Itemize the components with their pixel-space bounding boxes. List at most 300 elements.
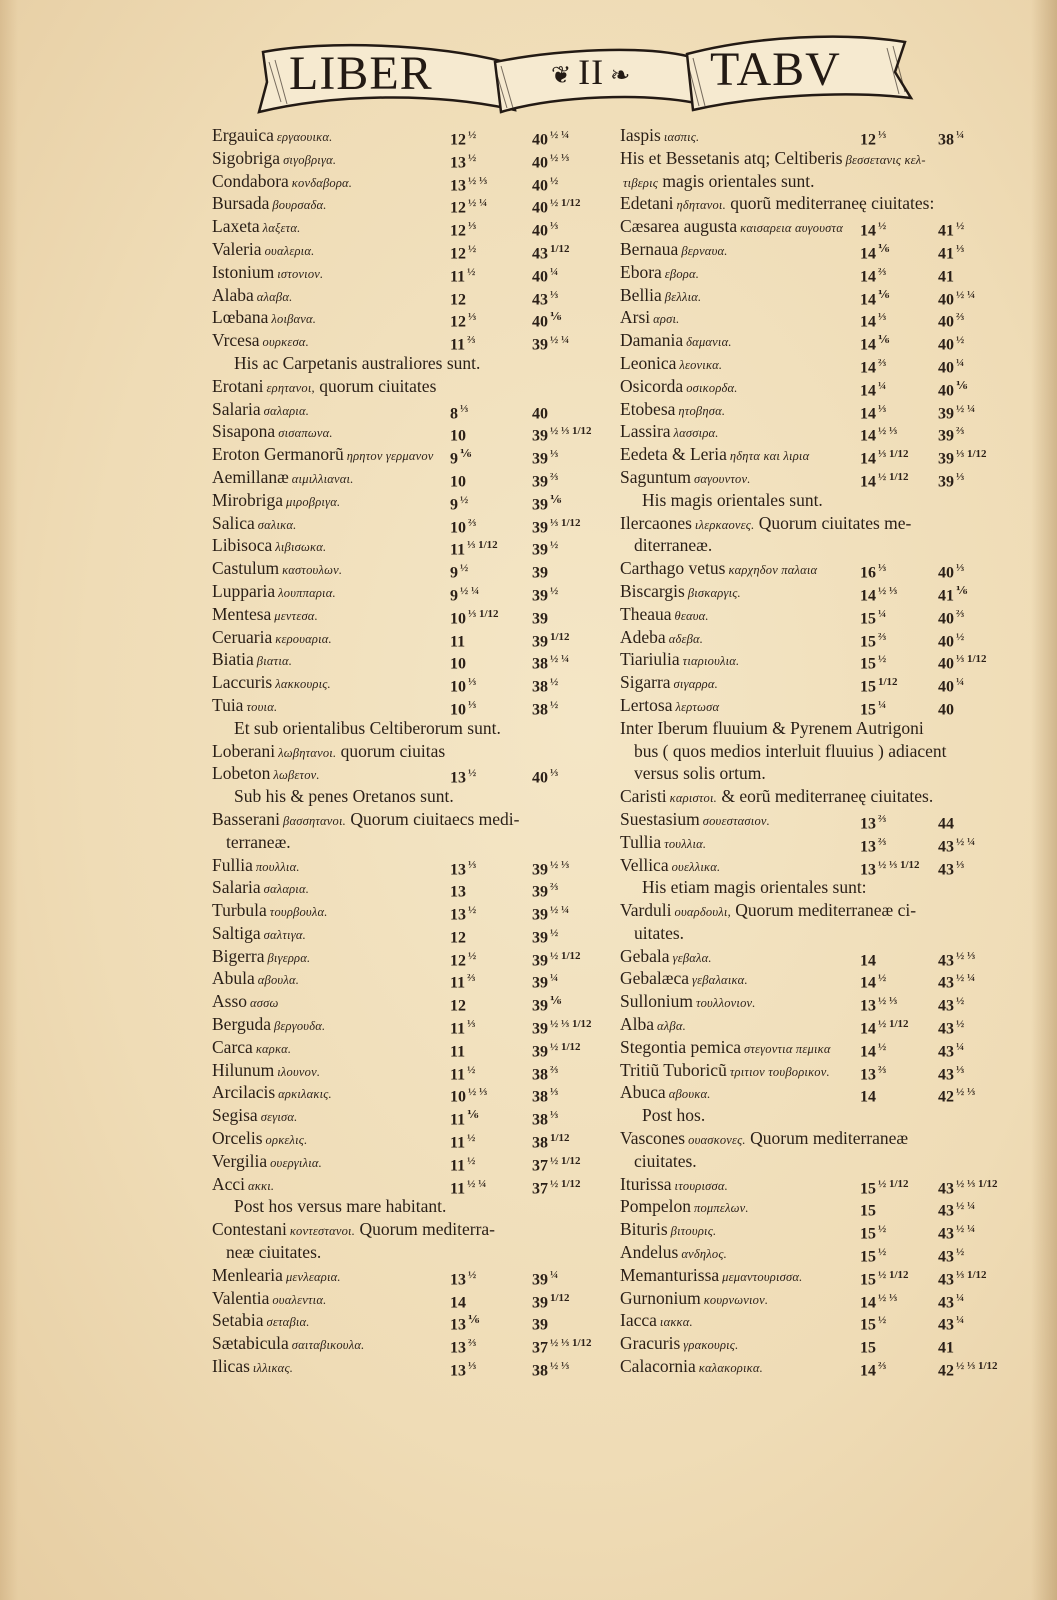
- greek-name: βισκαργις.: [687, 585, 741, 600]
- place-name: His ac Carpetanis australiores sunt.: [234, 352, 481, 373]
- latitude-fraction: ½ ¼: [550, 129, 570, 141]
- latitude-fraction: ½ ¼: [956, 288, 976, 301]
- section-heading: [620, 876, 1015, 899]
- table-row: [620, 648, 1015, 671]
- latitude-fraction: ½ ⅓ 1/12: [550, 1337, 592, 1350]
- place-name: [212, 1309, 310, 1334]
- longitude: [860, 1355, 886, 1383]
- longitude-degrees: 14: [860, 587, 876, 605]
- place-name: [620, 420, 719, 445]
- place-name: [212, 147, 336, 172]
- greek-name: βασσητανοι.: [283, 813, 346, 828]
- text-line: [212, 740, 602, 763]
- latitude-fraction: ⅓ 1/12: [550, 516, 581, 529]
- latin-name: Orcelis: [212, 1128, 263, 1149]
- table-row: [620, 671, 1015, 694]
- latin-name: Iturissa: [620, 1173, 672, 1194]
- table-row: [212, 671, 602, 694]
- longitude-degrees: 8: [450, 404, 458, 422]
- longitude-degrees: 12: [450, 245, 466, 263]
- place-name: bus ( quos medios interluit fluuius ) adiacent: [634, 740, 947, 761]
- latitude-fraction: ⅓: [550, 767, 559, 780]
- text-line: [620, 1150, 1015, 1173]
- latin-name: Sisapona: [212, 421, 276, 442]
- latitude-degrees: 40: [938, 610, 954, 628]
- longitude-degrees: 10: [450, 678, 466, 696]
- greek-name: κουρνωνιον.: [703, 1292, 769, 1307]
- place-name: [620, 1218, 716, 1243]
- latitude-fraction: ½ 1/12: [550, 1154, 581, 1167]
- text-line: [620, 512, 1015, 535]
- place-name: [212, 922, 306, 947]
- latitude-degrees: 40: [532, 313, 548, 331]
- latitude-degrees: 39: [532, 587, 548, 605]
- place-name: [620, 1287, 768, 1312]
- place-name: [620, 785, 933, 810]
- table-row: [212, 1104, 602, 1127]
- latitude-degrees: 40: [532, 222, 548, 240]
- latitude-fraction: ½: [956, 220, 965, 233]
- fleuron-right-icon: ❧: [610, 62, 632, 89]
- greek-name: σεταβια.: [266, 1315, 310, 1330]
- table-row: [212, 238, 602, 261]
- longitude-fraction: ⅓: [468, 311, 477, 324]
- latitude-fraction: ¼: [956, 1291, 965, 1304]
- place-name: terraneæ.: [226, 831, 291, 852]
- latin-name: Castulum: [212, 558, 280, 579]
- longitude-degrees: 11: [450, 1179, 466, 1197]
- longitude-degrees: 13: [860, 838, 876, 856]
- latitude-fraction: ⅓: [550, 448, 559, 461]
- place-name: Sub his & penes Oretanos sunt.: [234, 786, 454, 807]
- table-row: [620, 238, 1015, 261]
- longitude-degrees: 14: [450, 1293, 466, 1311]
- longitude-degrees: 12: [860, 131, 876, 149]
- place-name: [212, 626, 332, 651]
- longitude-degrees: 12: [450, 131, 466, 149]
- longitude-degrees: 14: [860, 245, 876, 263]
- greek-name: ουασκονες.: [688, 1133, 746, 1148]
- latitude-degrees: 40: [532, 769, 548, 787]
- table-row: [212, 215, 602, 238]
- latitude-fraction: 1/12: [550, 1291, 570, 1304]
- latin-name: Salica: [212, 512, 255, 533]
- latin-name: Gebala: [620, 945, 670, 966]
- place-name: [620, 671, 718, 696]
- longitude-degrees: 14: [860, 1362, 876, 1380]
- greek-name: γεβαλαικα.: [692, 973, 748, 988]
- greek-name: αρσι.: [653, 312, 680, 327]
- greek-name: βεργουδα.: [273, 1019, 326, 1034]
- longitude-fraction: ½: [878, 653, 887, 666]
- left-column: [212, 124, 602, 1378]
- table-row: [212, 1332, 602, 1355]
- place-name: [212, 648, 292, 673]
- latitude-degrees: 39: [532, 1316, 548, 1334]
- latitude-fraction: 1/12: [550, 1132, 570, 1145]
- latitude-fraction: ¼: [956, 1314, 965, 1327]
- longitude-degrees: 14: [860, 1088, 876, 1106]
- latin-name: Libisoca: [212, 535, 273, 556]
- table-row: [620, 831, 1015, 854]
- latitude-fraction: ¼: [956, 129, 965, 141]
- longitude-fraction: ⅙: [460, 448, 472, 461]
- latin-name: Vellica: [620, 854, 669, 875]
- text-line: [212, 1218, 602, 1241]
- longitude-degrees: 11: [450, 1066, 466, 1083]
- longitude-fraction: ⅓: [878, 129, 887, 141]
- longitude-fraction: ½: [467, 1132, 476, 1145]
- latin-name: Eroton Germanorũ: [212, 444, 344, 465]
- longitude-degrees: 15: [860, 632, 876, 650]
- latitude-fraction: ⅙: [956, 584, 968, 597]
- page-edge-left: [0, 0, 18, 1600]
- latitude-degrees: 43: [532, 245, 548, 263]
- longitude-degrees: 15: [860, 1202, 876, 1220]
- table-row: [620, 1332, 1015, 1355]
- latitude-fraction: ½ ⅓ 1/12: [956, 1177, 998, 1190]
- latitude-degrees: 43: [938, 1293, 954, 1311]
- longitude-fraction: ½: [468, 904, 477, 917]
- latin-name: Lertosa: [620, 694, 673, 715]
- longitude-degrees: 13: [450, 1362, 466, 1380]
- latin-name: Salaria: [212, 877, 261, 898]
- greek-name: ανδηλος.: [681, 1247, 727, 1262]
- latitude-fraction: 1/12: [550, 242, 570, 255]
- table-row: [212, 420, 602, 443]
- latin-name: Osicorda: [620, 375, 684, 396]
- place-name: [212, 215, 300, 240]
- longitude-fraction: ½ ⅓: [878, 584, 898, 597]
- latitude-degrees: 39: [532, 906, 548, 924]
- latitude-degrees: 37: [532, 1157, 548, 1175]
- text-line: [620, 785, 1015, 808]
- latitude-degrees: 41: [938, 587, 954, 605]
- place-name: [620, 1013, 686, 1038]
- text-line: [212, 375, 602, 398]
- latin-name: Bellia: [620, 284, 662, 305]
- text-line: [620, 762, 1015, 785]
- greek-name: σαλαρια.: [263, 882, 310, 897]
- longitude-degrees: 13: [450, 906, 466, 924]
- longitude-degrees: 12: [450, 222, 466, 240]
- latitude-fraction: ⅓ 1/12: [956, 1268, 987, 1281]
- latitude-fraction: ½: [956, 630, 965, 643]
- longitude-fraction: ⅓ 1/12: [467, 539, 498, 552]
- place-name: [620, 1241, 727, 1266]
- latin-name: Sigobriga: [212, 147, 281, 168]
- latitude-degrees: 39: [938, 404, 954, 422]
- longitude-fraction: ½: [467, 1154, 476, 1167]
- latitude-fraction: ½ ¼: [956, 1223, 976, 1236]
- greek-name: αλαβα.: [256, 289, 293, 304]
- latitude-degrees: 41: [938, 268, 954, 286]
- longitude-degrees: 15: [860, 1225, 876, 1243]
- place-name: [620, 329, 732, 354]
- longitude-fraction: ⅔: [878, 1360, 887, 1373]
- table-row: [620, 1081, 1015, 1104]
- table-row: [620, 626, 1015, 649]
- longitude-degrees: 15: [860, 1316, 876, 1334]
- book-number: II: [578, 52, 605, 92]
- place-name: [212, 1150, 322, 1175]
- greek-name: καστουλων.: [282, 563, 343, 578]
- latitude-degrees: 43: [938, 838, 954, 856]
- description-text: Autrigoni: [855, 717, 924, 738]
- latitude-fraction: ¼: [550, 972, 559, 985]
- place-name: [620, 967, 748, 992]
- greek-name: σαλαρια.: [263, 403, 310, 418]
- description-text: quorum ciuitas: [340, 740, 446, 761]
- place-name: [212, 489, 340, 514]
- latin-name: Ergauica: [212, 125, 274, 145]
- table-row: [620, 215, 1015, 238]
- latitude-fraction: ⅔: [550, 881, 559, 894]
- text-line: [212, 808, 602, 831]
- longitude-fraction: ½ 1/12: [878, 1177, 909, 1190]
- latitude-degrees: 43: [938, 1179, 954, 1197]
- latitude-fraction: ⅓: [956, 562, 965, 575]
- latitude-degrees: 39: [532, 541, 548, 559]
- greek-name: λεονικα.: [679, 357, 723, 372]
- latitude-degrees: 38: [532, 678, 548, 696]
- latin-name: Aemillanæ: [212, 466, 289, 487]
- latin-name: Bursada: [212, 193, 270, 214]
- place-name: [620, 306, 679, 331]
- latitude-fraction: ½: [550, 676, 559, 689]
- greek-name: μιροβριγα.: [285, 494, 341, 509]
- latitude-fraction: ½: [550, 539, 559, 552]
- longitude-fraction: ½: [878, 1223, 887, 1236]
- latitude-degrees: 43: [938, 952, 954, 970]
- longitude-fraction: ½: [878, 1314, 887, 1327]
- latin-name: Erotani: [212, 375, 264, 396]
- latin-name: Vergilia: [212, 1150, 268, 1171]
- greek-name: καισαρεια αυγουστα: [740, 221, 843, 236]
- place-name: [212, 1081, 332, 1106]
- latitude-fraction: ⅙: [550, 995, 562, 1008]
- longitude-fraction: ½: [460, 493, 469, 506]
- greek-name: λερτωσα: [675, 699, 720, 714]
- table-row: [620, 284, 1015, 307]
- place-name: [620, 1309, 693, 1334]
- latitude-degrees: 40: [938, 290, 954, 308]
- table-row: [212, 306, 602, 329]
- longitude-fraction: ⅔: [878, 835, 887, 848]
- longitude-degrees: 12: [450, 199, 466, 217]
- latin-name: Fullia: [212, 854, 253, 875]
- latitude: [532, 1355, 569, 1383]
- place-name: [212, 398, 309, 423]
- greek-name: λουππαρια.: [278, 585, 336, 600]
- continuation-text: magis orientales sunt.: [662, 170, 815, 191]
- place-name: [212, 1287, 326, 1312]
- latin-name: Gracuris: [620, 1333, 681, 1354]
- latitude-fraction: ⅙: [550, 311, 562, 324]
- greek-name: ητοβησα.: [678, 403, 726, 418]
- latitude-degrees: 38: [938, 131, 954, 149]
- latin-name: Basserani: [212, 808, 281, 829]
- longitude-fraction: ⅓ 1/12: [878, 448, 909, 461]
- latin-name: Setabia: [212, 1310, 264, 1331]
- place-name: [620, 443, 809, 468]
- greek-name: σαλικα.: [257, 517, 297, 532]
- table-row: [620, 580, 1015, 603]
- greek-name: ουελλικα.: [671, 859, 721, 874]
- place-name: [212, 580, 336, 605]
- greek-name: βιγερρα.: [267, 950, 311, 965]
- latitude-degrees: 39: [532, 564, 548, 582]
- latitude-fraction: ¼: [550, 1268, 559, 1281]
- latitude-degrees: 43: [938, 1066, 954, 1083]
- place-name: [212, 1013, 325, 1038]
- latin-name: Carthago vetus: [620, 558, 726, 579]
- longitude-fraction: ⅓ 1/12: [468, 607, 499, 620]
- greek-name: βουρσαδα.: [272, 198, 327, 213]
- greek-name: ουεργιλια.: [270, 1155, 322, 1170]
- table-row: [212, 1309, 602, 1332]
- latitude-degrees: 39: [938, 427, 954, 445]
- latitude-degrees: 40: [938, 632, 954, 650]
- greek-name: στεγοντια πεμικα: [744, 1041, 831, 1056]
- greek-name: σεγισα.: [260, 1110, 298, 1125]
- latin-name: Ilercaones: [620, 512, 692, 533]
- greek-name: γεβαλα.: [672, 950, 712, 965]
- place-name: diterraneæ.: [634, 535, 713, 556]
- greek-name: ουαρδουλι,: [674, 905, 731, 920]
- text-line: [620, 170, 1015, 193]
- place-name: [212, 1218, 495, 1243]
- latitude-degrees: 39: [532, 450, 548, 468]
- description-text: Quorum mediterra-: [359, 1219, 496, 1240]
- place-name: [212, 671, 331, 696]
- place-name: [212, 1355, 293, 1380]
- longitude-degrees: 14: [860, 336, 876, 354]
- latitude-fraction: ⅔: [956, 425, 965, 438]
- latin-name: Varduli: [620, 900, 672, 921]
- page-edge-right: [1031, 0, 1057, 1600]
- latin-name: Etobesa: [620, 398, 676, 419]
- greek-name: μενλεαρια.: [285, 1269, 341, 1284]
- table-row: [620, 854, 1015, 877]
- latitude-degrees: 37: [532, 1179, 548, 1197]
- longitude-fraction: ½ ⅓: [878, 1291, 898, 1304]
- greek-name: εβορα.: [664, 266, 700, 281]
- table-row: [212, 284, 602, 307]
- latitude-degrees: 43: [938, 1202, 954, 1220]
- latitude-degrees: 38: [532, 1088, 548, 1106]
- latitude-fraction: ⅓: [550, 220, 559, 233]
- place-name: [620, 626, 703, 651]
- place-name: [212, 329, 309, 354]
- latin-name: Tiariulia: [620, 649, 680, 670]
- text-line: [212, 831, 602, 854]
- place-name: [620, 192, 934, 217]
- greek-name: λασσιρα.: [673, 426, 719, 441]
- place-name: [620, 147, 926, 172]
- greek-name: λιβισωκα.: [275, 540, 327, 555]
- place-name: [212, 740, 445, 765]
- latin-name: Valentia: [212, 1287, 270, 1308]
- greek-name: σιγοβριγα.: [283, 152, 337, 167]
- latin-name: Iaspis: [620, 125, 661, 145]
- description-text: Quorum ciuitates me-: [758, 512, 912, 533]
- latin-name: Hilunum: [212, 1059, 275, 1080]
- latin-name: Salaria: [212, 398, 261, 419]
- table-row: [212, 557, 602, 580]
- latitude-fraction: ½ ¼: [956, 1200, 976, 1213]
- section-heading: [212, 717, 602, 740]
- latin-name: Sigarra: [620, 672, 671, 693]
- text-line: [620, 147, 1015, 170]
- longitude-fraction: ¼: [878, 607, 887, 620]
- latitude-degrees: 38: [532, 1111, 548, 1129]
- place-name: [212, 899, 328, 924]
- latitude-degrees: 39: [532, 1271, 548, 1289]
- place-name: [212, 1127, 307, 1152]
- place-name: [212, 512, 296, 537]
- table-row: [620, 124, 1015, 147]
- place-name: [212, 420, 333, 445]
- latitude-degrees: 40: [938, 382, 954, 400]
- text-line: [620, 534, 1015, 557]
- latitude-fraction: ⅓: [550, 1086, 559, 1099]
- place-name: ciuitates.: [634, 1150, 697, 1171]
- longitude-fraction: ½ ⅓: [878, 425, 898, 438]
- place-name: Post hos.: [642, 1105, 706, 1126]
- table-row: [620, 1013, 1015, 1036]
- latitude-fraction: ½ ⅓: [956, 949, 976, 962]
- greek-name: σαγουντον.: [693, 471, 751, 486]
- table-row: [212, 899, 602, 922]
- place-name: [620, 512, 911, 537]
- banner-text-tabu: TABV: [710, 43, 841, 96]
- longitude-fraction: ⅔: [878, 265, 887, 278]
- fleuron-left-icon: ❦: [551, 62, 573, 89]
- latin-name: Adeba: [620, 626, 666, 647]
- latin-name: Biatia: [212, 649, 254, 670]
- longitude-fraction: ½: [468, 1268, 477, 1281]
- place-name: [212, 876, 309, 901]
- text-line: [620, 192, 1015, 215]
- latin-name: Gurnonium: [620, 1287, 701, 1308]
- text-line: [620, 740, 1015, 763]
- greek-name: ουαλεντια.: [272, 1292, 327, 1307]
- latitude-degrees: 43: [938, 1316, 954, 1334]
- longitude-degrees: 14: [860, 404, 876, 422]
- longitude-degrees: 12: [450, 952, 466, 970]
- greek-name: πομπελων.: [693, 1201, 749, 1216]
- description-text: Quorum mediterraneæ: [750, 1128, 909, 1149]
- longitude-fraction: ⅓: [878, 562, 887, 575]
- latitude-degrees: 40: [938, 313, 954, 331]
- table-row: [212, 466, 602, 489]
- longitude-degrees: 13: [450, 1316, 466, 1334]
- latitude-degrees: 39: [938, 450, 954, 468]
- table-row: [212, 124, 602, 147]
- longitude-fraction: ½: [468, 242, 477, 255]
- table-row: [620, 1309, 1015, 1332]
- latitude-fraction: ½ ¼: [956, 402, 976, 415]
- latin-name: Biscargis: [620, 580, 685, 601]
- greek-name: καριστοι.: [669, 791, 717, 806]
- place-name: [212, 854, 300, 879]
- table-row: [620, 1218, 1015, 1241]
- table-row: [212, 1081, 602, 1104]
- table-row: [212, 694, 602, 717]
- latitude-degrees: 43: [532, 290, 548, 308]
- longitude-fraction: ⅙: [467, 1109, 479, 1122]
